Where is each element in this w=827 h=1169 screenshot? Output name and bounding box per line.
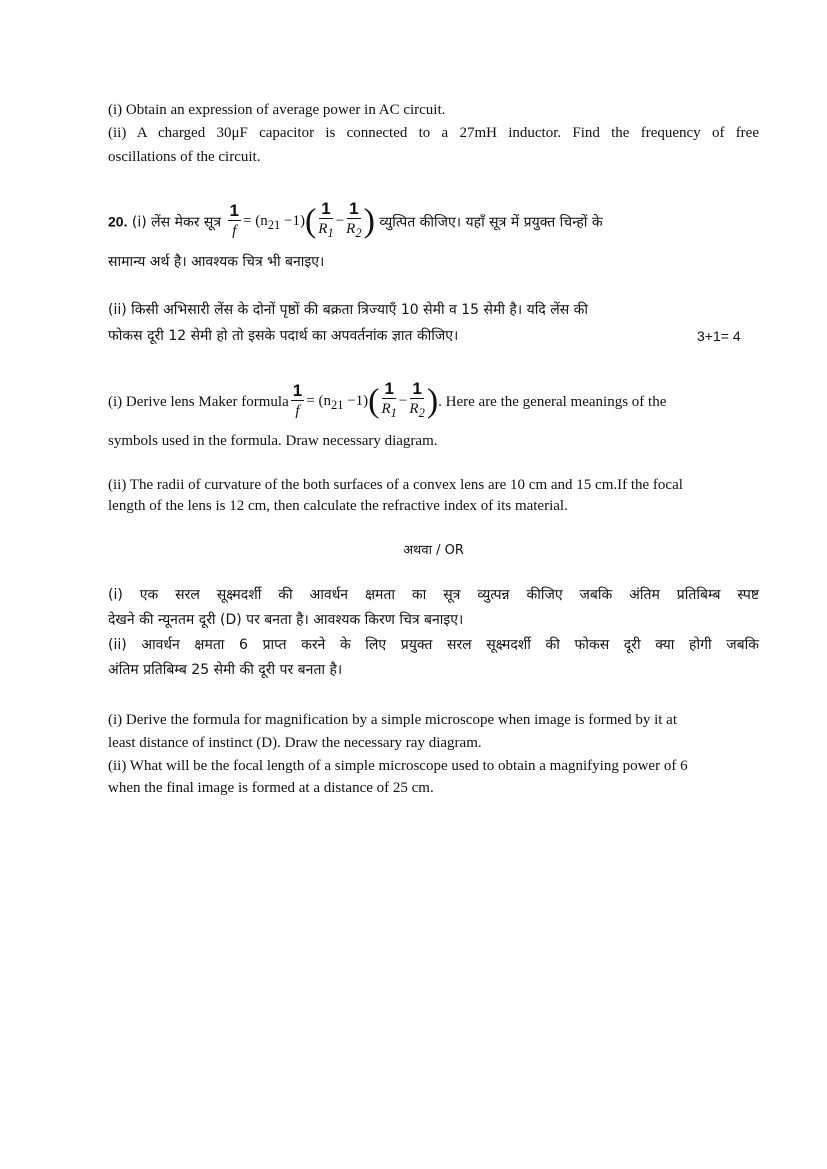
- denominator: $R_2$: [346, 221, 362, 240]
- q20-hindi-ii-line1: (ii) किसी अभिसारी लेंस के दोनों पृष्ठों की बक्रता त्रिज्याएँ 10 सेमी व 15 सेमी है। यदि लेंस की: [108, 302, 589, 318]
- alt-hindi-ii-line1: (ii) आवर्धन क्षमता 6 प्राप्त करने के लिए प्रयुक्त सरल सूक्ष्मदर्शी की फोकस दूरी क्या होगी जबकि: [108, 637, 759, 653]
- formula-minus1: −1): [280, 212, 305, 229]
- q19-part-i: (i) Obtain an expression of average power in AC circuit.: [108, 102, 446, 118]
- alt-eng-ii-line1: (ii) What will be the focal length of a simple microscope used to obtain a magnifying power of 6: [108, 758, 688, 774]
- lens-maker-formula: $\frac{1}{f}$ = $(n_{21} -1)$( $\frac{1}{R_1}$ − $\frac{1}{R_2}$ ): [289, 380, 438, 425]
- q20-hindi-i-prefix: (i) लेंस मेकर सूत्र: [131, 214, 222, 231]
- numerator: 1: [384, 379, 394, 398]
- q20-hindi-ii-line2: फोकस दूरी 12 सेमी हो तो इसके पदार्थ का अपवर्तनांक ज्ञात कीजिए।: [108, 328, 459, 344]
- alt-hindi-i-line2: देखने की न्यूनतम दूरी (D) पर बनता है। आवश्यक किरण चित्र बनाइए।: [108, 612, 464, 628]
- q20-eng-i-line1: [108, 380, 759, 425]
- denominator: f: [232, 223, 237, 239]
- lens-maker-formula: $\frac{1}{f}$ = $(n_{21} -1)$( $\frac{1}{R_1}$ − $\frac{1}{R_2}$ ): [226, 200, 375, 245]
- q19-part-ii-line2: oscillations of the circuit.: [108, 149, 261, 165]
- q20-eng-ii-line1: (ii) The radii of curvature of the both surfaces of a convex lens are 10 cm and 15 cm.If the focal: [108, 477, 683, 493]
- denominator: $R_2$: [409, 401, 425, 420]
- q20-hindi-i-line1: [108, 200, 759, 245]
- formula-sub: 21: [267, 217, 281, 232]
- alt-hindi-i-line1: (i) एक सरल सूक्ष्मदर्शी की आवर्धन क्षमता का सूत्र व्युत्पन्न कीजिए जबकि अंतिम प्रतिबिम्ब स्पष्ट: [108, 587, 759, 603]
- alt-eng-i-line1: (i) Derive the formula for magnification by a simple microscope when image is formed by it at: [108, 712, 677, 728]
- formula-sub: 21: [330, 397, 344, 412]
- or-divider: अथवा / OR: [403, 543, 464, 558]
- q19-part-ii-line1: (ii) A charged 30μF capacitor is connected to a 27mH inductor. Find the frequency of free: [108, 125, 759, 141]
- denominator: $R_1$: [381, 401, 397, 420]
- formula-eq: = (n: [243, 212, 268, 229]
- alt-eng-ii-line2: when the final image is formed at a distance of 25 cm.: [108, 780, 434, 796]
- numerator: 1: [321, 199, 331, 218]
- marks-allocation: 3+1= 4: [697, 328, 741, 344]
- q20-eng-i-line2: symbols used in the formula. Draw necessary diagram.: [108, 433, 438, 449]
- denominator: f: [295, 403, 300, 419]
- q20-eng-ii-line2: length of the lens is 12 cm, then calculate the refractive index of its material.: [108, 498, 568, 514]
- q20-hindi-i-suffix: व्युत्पित कीजिए। यहाँ सूत्र में प्रयुक्त चिन्हों के: [379, 214, 603, 231]
- q20-eng-i-prefix: (i) Derive lens Maker formula: [108, 393, 289, 410]
- q20-eng-i-suffix: . Here are the general meanings of the: [438, 393, 667, 410]
- q20-hindi-i-line2: सामान्य अर्थ है। आवश्यक चित्र भी बनाइए।: [108, 254, 325, 270]
- question-number: 20.: [108, 213, 128, 230]
- alt-eng-i-line2: least distance of instinct (D). Draw the necessary ray diagram.: [108, 735, 482, 751]
- formula-eq: = (n: [306, 392, 331, 409]
- denominator: $R_1$: [318, 221, 334, 240]
- numerator: 1: [229, 201, 240, 220]
- formula-minus: −: [398, 392, 408, 409]
- numerator: 1: [412, 379, 422, 398]
- numerator: 1: [292, 381, 303, 400]
- numerator: 1: [349, 199, 359, 218]
- formula-minus: −: [335, 212, 345, 229]
- formula-minus1: −1): [343, 392, 369, 409]
- alt-hindi-ii-line2: अंतिम प्रतिबिम्ब 25 सेमी की दूरी पर बनता है।: [108, 662, 343, 678]
